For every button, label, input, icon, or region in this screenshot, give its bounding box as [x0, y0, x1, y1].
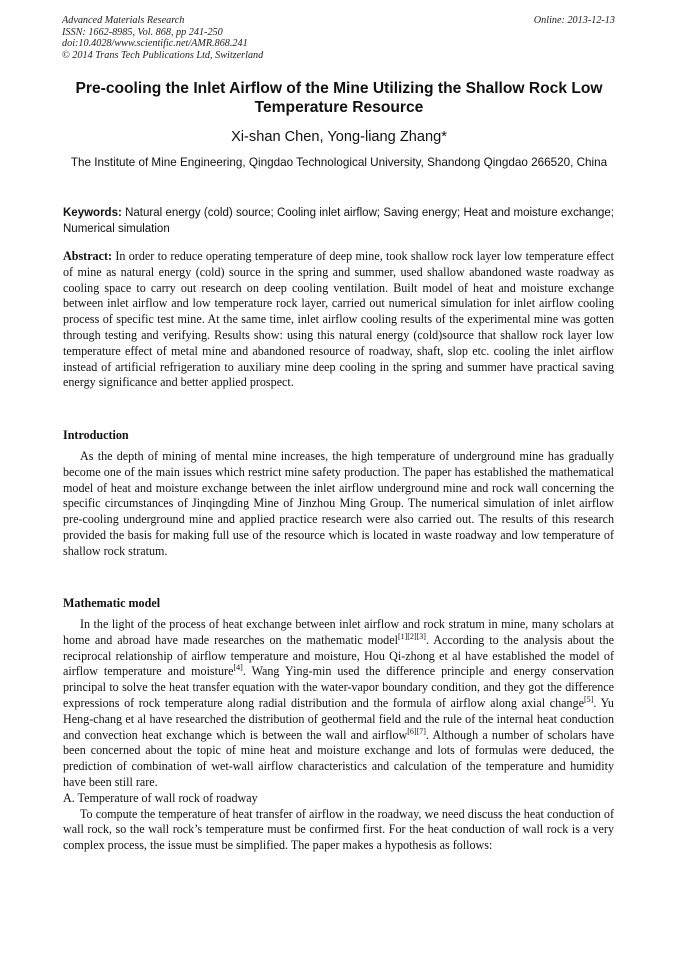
journal-header	[62, 15, 615, 61]
math-heading: Mathematic model	[63, 596, 161, 610]
abstract	[63, 249, 614, 391]
issn-line: ISSN: 1662-8985, Vol. 868, pp 241-250	[62, 26, 223, 38]
introduction-paragraph: As the depth of mining of mental mine increases, the high temperature of underground mine has gradually become one of the main issues which restrict mine safety production. The paper has established the mathematical model of heat and moisture exchange between the inlet airflow underground mine and rock wall concerning the specific circumstances of Jinqingding Mine of Jinzhou Ming Group. The numerical simulation of inlet airflow pre-cooling underground mine and applied practice research were also carried out. The results of this research provided the basis for making full use of the resource which is located in waste roadway and low temperature of shallow rock stratum.	[63, 449, 614, 558]
abstract-label: Abstract:	[63, 249, 113, 263]
journal-name: Advanced Materials Research	[62, 15, 185, 26]
math-subheading: A. Temperature of wall rock of roadway	[63, 790, 258, 805]
online-date: Online: 2013-12-13	[533, 15, 615, 26]
citation-ref: [1][2][3]	[397, 631, 426, 641]
citation-ref: [5]	[584, 694, 594, 704]
abstract-text: In order to reduce operating temperature of deep mine, took shallow rock layer low temperature effect of mine as natural energy (cold) source in the spring and summer, used shallow abandoned waste roadway as cooling space to carry out research on deep cooling ventilation. Built model of heat and moisture exchange between inlet airflow and low temperature rock layer, carried out numerical simulation for inlet airflow cooling process of specific test mine. At the same time, inlet airflow cooling results of the experimental mine was gotten through testing and verifying. Results show: using this natural energy (cold)source that shallow rock layer low temperature effect of metal mine and abandoned resource of roadway, shaft, slop etc. cooling the inlet airflow instead of artificial refrigeration to auxiliary mine deep cooling in the spring and summer have practical saving energy significance and better applied prospect.	[63, 249, 614, 390]
keywords	[63, 206, 614, 237]
citation-ref: [6][7]	[407, 726, 426, 736]
introduction-heading: Introduction	[63, 428, 129, 442]
citation-ref: [4]	[233, 663, 243, 673]
math-section	[63, 617, 614, 854]
math-paragraph-1: In the light of the process of heat exchange between inlet airflow and rock stratum in mine, many scholars at home and abroad have made researches on the mathematic model[1][2][3]. According to the analysis about the reciprocal relationship of airflow temperature and moisture, Hou Qi-zhong et al have established the model of airflow temperature and moisture[4]. Wang Ying-min used the difference principle and energy conservation principal to solve the heat transfer equation with the water-vapor boundary condition, and they got the difference expressions of rock temperature along radial distribution and the formula of airflow along axial change[5]. Yu Heng-chang et al have researched the distribution of geothermal field and the rule of the internal heat conduction and convection heat exchange which is between the wall and airflow[6][7]. Although a number of scholars have been concerned about the topic of mine heat and moisture exchange and lots of formulas were deduced, the prediction of combination of wet-wall airflow characteristics and calculation of the temperature and humidity have been still rare.	[63, 617, 615, 789]
doi-line: doi:10.4028/www.scientific.net/AMR.868.241	[62, 38, 248, 50]
keywords-text: Natural energy (cold) source; Cooling inlet airflow; Saving energy; Heat and moisture exchange; Numerical simulation	[63, 207, 614, 235]
authors: Xi-shan Chen, Yong-liang Zhang*	[231, 129, 447, 145]
paper-title: Pre-cooling the Inlet Airflow of the Mine Utilizing the Shallow Rock Low Temperature Resource	[75, 80, 603, 116]
math-paragraph-2: To compute the temperature of heat transfer of airflow in the roadway, we need discuss the heat conduction of wall rock, so the wall rock’s temperature must be confirmed first. For the heat conduction of wall rock is a very complex process, the issue must be simplified. The paper makes a hypothesis as follows:	[63, 806, 614, 853]
affiliation: The Institute of Mine Engineering, Qingdao Technological University, Shandong Qingdao 266520, China	[70, 156, 608, 169]
keywords-label: Keywords:	[63, 207, 122, 219]
copyright-line: © 2014 Trans Tech Publications Ltd, Switzerland	[62, 49, 264, 61]
introduction-section	[63, 449, 614, 560]
